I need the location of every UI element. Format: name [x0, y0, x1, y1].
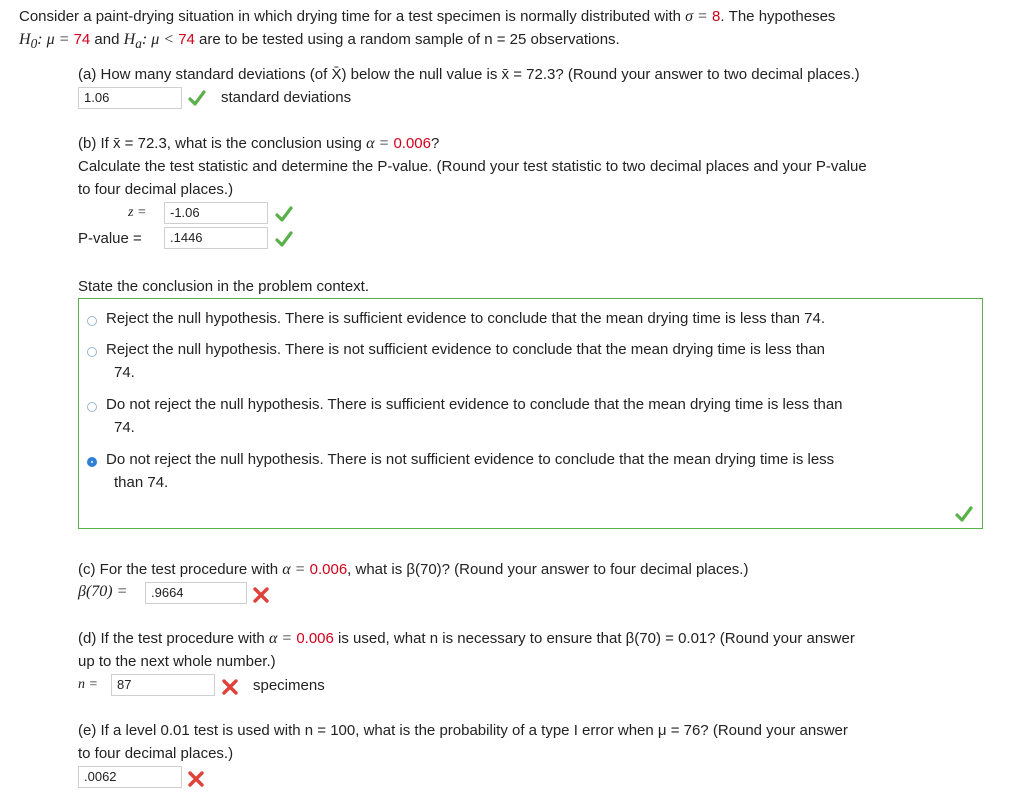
radio-button[interactable] — [87, 316, 97, 326]
check-icon — [275, 205, 293, 223]
conclusion-prompt: State the conclusion in the problem context. — [78, 278, 370, 295]
part-a-question: (a) How many standard deviations (of X̄) below the null value is x̄ = 72.3? (Round your answer to two decimal places.) — [78, 66, 860, 83]
part-a-answer-input[interactable]: 1.06 — [78, 87, 182, 109]
part-e-question-2: to four decimal places.) — [78, 745, 234, 762]
part-c-answer-input[interactable]: .9664 — [145, 582, 247, 604]
check-icon — [188, 89, 206, 107]
h0-label: $H_0$: μ = — [19, 31, 70, 52]
part-e-question-1: (e) If a level 0.01 test is used with n = 100, what is the probability of a type I error when μ = 76? (Round your answer — [78, 722, 848, 739]
z-label: z = — [128, 205, 147, 220]
part-d-unit: specimens — [253, 677, 325, 694]
part-b-instruction-2: to four decimal places.) — [78, 181, 234, 198]
z-input[interactable]: -1.06 — [164, 202, 268, 224]
part-b-instruction-1: Calculate the test statistic and determine the P-value. (Round your test statistic to two decimal places and your P-value — [78, 158, 867, 175]
part-b-question: (b) If x̄ = 72.3, what is the conclusion using α = 0.006? — [78, 135, 440, 152]
radio-button[interactable] — [87, 402, 97, 412]
check-icon — [275, 230, 293, 248]
radio-button-selected[interactable] — [87, 457, 97, 467]
part-d-answer-input[interactable]: 87 — [111, 674, 215, 696]
beta-label: β(70) = — [78, 583, 128, 600]
radio-button[interactable] — [87, 347, 97, 357]
x-icon — [221, 678, 239, 696]
ha-label: $H_a$: μ < — [123, 31, 175, 52]
check-icon — [955, 505, 973, 523]
p-value-label: P-value = — [78, 230, 142, 247]
part-e-answer-input[interactable]: .0062 — [78, 766, 182, 788]
x-icon — [252, 586, 270, 604]
intro-line-1: Consider a paint-drying situation in which drying time for a test specimen is normally distributed with σ = 8. The hypotheses — [19, 8, 836, 25]
intro-line-2: $H_0$: μ = 74 and $H_a$: μ < 74 are to be tested using a random sample of n = 25 observations. — [19, 31, 620, 52]
part-c-question: (c) For the test procedure with α = 0.006, what is β(70)? (Round your answer to four decimal places.) — [78, 561, 749, 578]
x-icon — [187, 770, 205, 788]
part-d-question: (d) If the test procedure with α = 0.006 is used, what n is necessary to ensure that β(70) = 0.01? (Round your answer — [78, 630, 855, 647]
n-label: n = — [78, 677, 98, 692]
part-a-unit: standard deviations — [221, 89, 352, 106]
p-value-input[interactable]: .1446 — [164, 227, 268, 249]
conclusion-options-panel: Reject the null hypothesis. There is sufficient evidence to conclude that the mean drying time is less than 74. Reject the null hypothesis. There is not sufficient evidence to conclude that the mean drying time is less than 74. Do not reject the null hypothesis. There is sufficient evidence to conclude that the mean drying time is less than 74. Do not reject the null hypothesis. There is not sufficient evidence to conclude that the mean drying time is less than 74. — [78, 298, 983, 529]
part-d-question-line-2: up to the next whole number.) — [78, 653, 276, 670]
